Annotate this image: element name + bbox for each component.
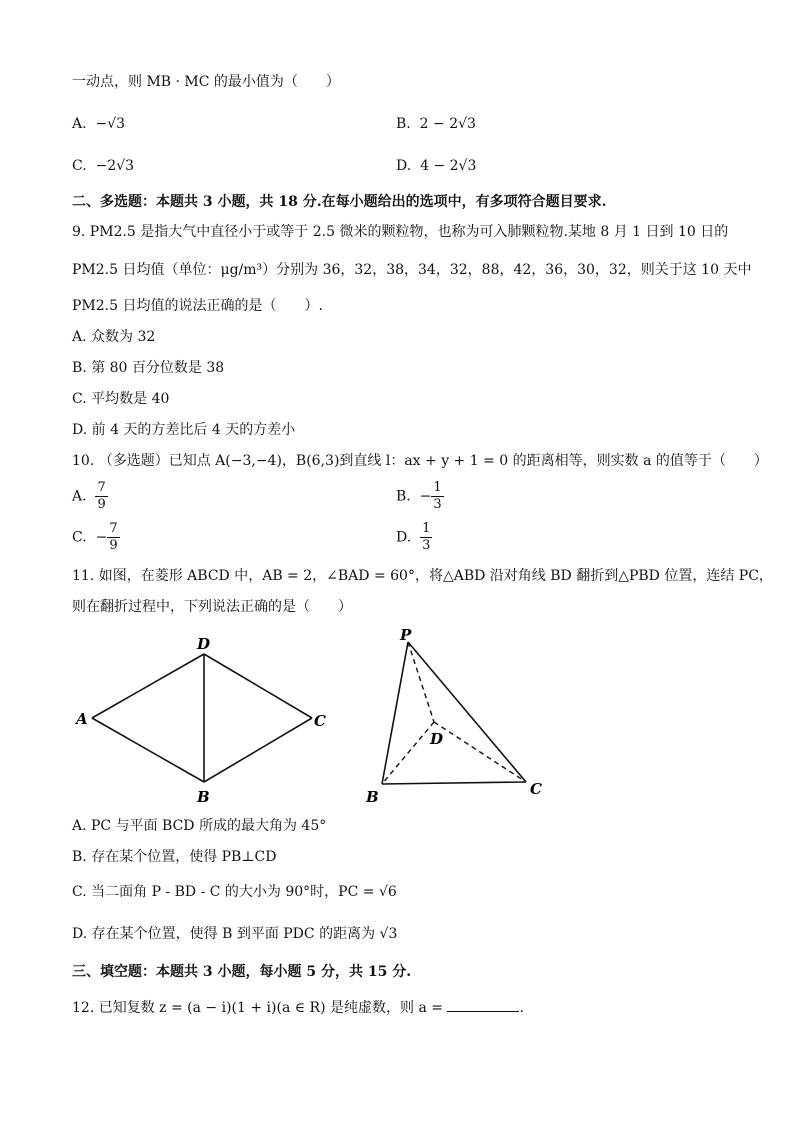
fraction: $\frac{7}{9}$	[97, 480, 106, 512]
fraction: $\frac{1}{3}$	[422, 521, 431, 553]
q11-option-a: A. PC 与平面 BCD 所成的最大角为 45°	[72, 818, 327, 834]
vertex-label-p: P	[400, 626, 412, 644]
q11-option-d: D. 存在某个位置，使得 B 到平面 PDC 的距离为 √3	[72, 926, 398, 942]
vertex-label-b: B	[197, 788, 210, 806]
edge-dc	[204, 654, 312, 718]
q11-stem-line-1: 11. 如图，在菱形 ABCD 中，AB = 2，∠BAD = 60°，将△ABD 沿对角线 BD 翻折到△PBD 位置，连结 PC，	[72, 568, 773, 584]
vertex-label-d: D	[197, 635, 211, 653]
q11-option-b: B. 存在某个位置，使得 PB⊥CD	[72, 849, 277, 865]
q10-option-c: C. − $\frac{7}{9}$	[72, 521, 118, 553]
q9-option-d: D. 前 4 天的方差比后 4 天的方差小	[72, 422, 296, 438]
q11-stem-line-2: 则在翻折过程中，下列说法正确的是（ ）	[72, 599, 352, 615]
vertex-label-c: C	[530, 780, 542, 798]
edge-ad	[92, 654, 204, 718]
edge-dc-hidden	[434, 722, 526, 782]
section-heading-fill-in: 三、填空题：本题共 3 小题，每小题 5 分，共 15 分.	[72, 964, 412, 980]
q8-option-c: C. −2√3	[72, 158, 135, 174]
q8-option-a: A. −√3	[72, 116, 126, 132]
vertex-label-c: C	[314, 712, 326, 730]
vertex-label-a: A	[76, 710, 88, 728]
edge-bc	[382, 782, 526, 784]
edge-ba	[92, 718, 204, 782]
fraction: $\frac{1}{3}$	[433, 480, 442, 512]
vertex-label-b: B	[366, 788, 379, 806]
q9-option-b: B. 第 80 百分位数是 38	[72, 360, 225, 376]
q9-option-a: A. 众数为 32	[72, 329, 156, 345]
q10-option-b: B. − $\frac{1}{3}$	[396, 480, 442, 512]
answer-blank[interactable]	[447, 997, 519, 1012]
edge-pc	[408, 642, 526, 782]
q8-stem-tail: 一动点，则 MB · MC 的最小值为（ ）	[72, 74, 340, 90]
q9-stem-line-1: 9. PM2.5 是指大气中直径小于或等于 2.5 微米的颗粒物，也称为可入肺颗粒物.某地 8 月 1 日到 10 日的	[72, 224, 729, 240]
q10-option-a: A. $\frac{7}{9}$	[72, 480, 106, 512]
q9-stem-line-2: PM2.5 日均值（单位：μg/m³）分别为 36，32，38，34，32，88，42，36，30，32，则关于这 10 天中	[72, 262, 752, 278]
section-heading-multiple-choice: 二、多选题：本题共 3 小题，共 18 分.在每小题给出的选项中，有多项符合题目要求.	[72, 194, 607, 210]
rhombus-figure	[70, 630, 340, 810]
q11-option-c: C. 当二面角 P - BD - C 的大小为 90°时，PC = √6	[72, 884, 397, 900]
q9-stem-line-3: PM2.5 日均值的说法正确的是（ ）.	[72, 298, 323, 314]
q10-option-d: D. $\frac{1}{3}$	[396, 521, 431, 553]
tetrahedron-figure	[360, 622, 560, 812]
q10-stem: 10. （多选题）已知点 A(−3,−4)，B(6,3)到直线 l：ax + y + 1 = 0 的距离相等，则实数 a 的值等于（ ）	[72, 453, 768, 469]
q8-option-b: B. 2 − 2√3	[396, 116, 476, 132]
q8-option-d: D. 4 − 2√3	[396, 158, 477, 174]
edge-cb	[204, 718, 312, 782]
edge-pd-hidden	[408, 642, 434, 722]
edge-db-hidden	[382, 722, 434, 784]
q9-option-c: C. 平均数是 40	[72, 391, 170, 407]
fraction: $\frac{7}{9}$	[109, 521, 118, 553]
q12-stem: 12. 已知复数 z = (a − i)(1 + i)(a ∈ R) 是纯虚数，则 a = .	[72, 997, 524, 1018]
edge-pb	[382, 642, 408, 784]
vertex-label-d: D	[430, 730, 444, 748]
